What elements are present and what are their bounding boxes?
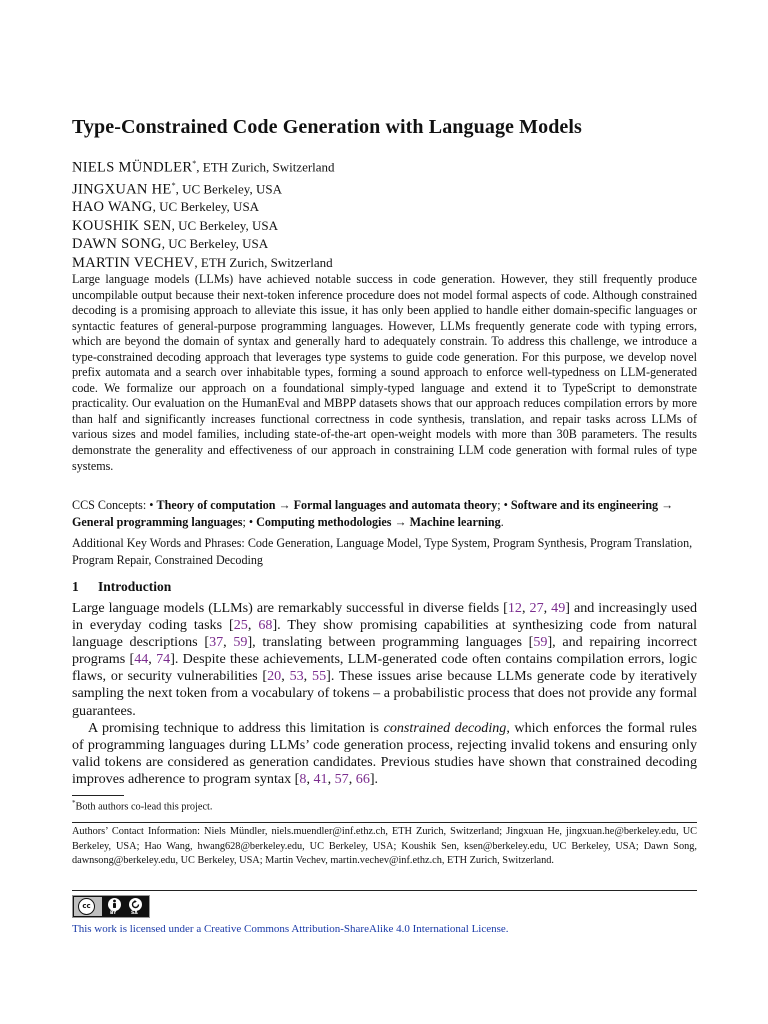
author-affiliation: , UC Berkeley, USA: [175, 181, 282, 197]
section-heading: [72, 579, 171, 595]
ccs-concept: General programming languages: [72, 514, 243, 529]
citation-link[interactable]: 57: [334, 770, 349, 787]
author-mark: *: [192, 159, 197, 168]
cc-logo-icon: cc: [78, 898, 95, 915]
citation-link[interactable]: 8: [299, 770, 307, 787]
author-mark: *: [171, 180, 176, 190]
intro-text: ]. Despite these achievements, LLM-generated code often contains compilation errors, logic flaws, or security vulnerabilities [: [72, 651, 697, 685]
intro-text: , which enforces the formal rules of programming languages during LLMs’ code generation process, rejecting invalid tokens and ensuring only valid tokens are considered as generation candidates. Previous studies have shown that constrained decoding improves adherence to program syntax [: [72, 719, 697, 787]
citation-link[interactable]: 55: [312, 668, 327, 685]
intro-text: ]. They show promising capabilities at synthesizing code from natural language descriptions [: [72, 617, 697, 651]
intro-text: Large language models (LLMs) are remarkably successful in diverse fields [: [72, 600, 508, 616]
ccs-arrow: →: [275, 498, 294, 512]
intro-text: ,: [543, 600, 552, 616]
citation-link[interactable]: 59: [233, 634, 248, 651]
intro-text: ,: [148, 651, 157, 668]
introduction-body: [72, 600, 697, 788]
author-entry: [72, 217, 335, 235]
license-divider: [72, 890, 697, 891]
citation-link[interactable]: 44: [134, 651, 149, 668]
intro-text: ].: [369, 770, 379, 787]
ccs-arrow: →: [658, 498, 674, 512]
footnote-divider: [72, 795, 124, 796]
contact-information: Authors’ Contact Information: Niels Mündler, niels.muendler@inf.ethz.ch, ETH Zurich, Switzerland; Jingxuan He, jingxuan.he@berkeley.edu, UC Berkeley, USA; Hao Wang, hwang628@berkeley.edu, UC Berkeley, USA; Koushik Sen, ksen@berkeley.edu, UC Berkeley, USA; Dawn Song, dawnsong@berkeley.edu, UC Berkeley, USA; Martin Vechev, martin.vechev@inf.ethz.ch, ETH Zurich, Switzerland.: [72, 826, 697, 867]
intro-text: ,: [327, 770, 335, 787]
author-affiliation: , UC Berkeley, USA: [171, 217, 278, 233]
ccs-concept: Software and its engineering: [510, 498, 659, 512]
intro-emphasis: constrained decoding: [383, 719, 507, 736]
citation-link[interactable]: 74: [156, 651, 171, 668]
intro-text: ], and repairing incorrect programs [: [72, 634, 698, 668]
ccs-concept: Computing methodologies: [256, 514, 392, 529]
author-entry: [72, 177, 335, 199]
intro-text: ,: [521, 600, 530, 616]
author-affiliation: , UC Berkeley, USA: [152, 199, 260, 215]
license-link[interactable]: This work is licensed under a Creative Commons Attribution-ShareAlike 4.0 International License.: [72, 923, 509, 935]
footnote-text: Both authors co-lead this project.: [75, 801, 213, 813]
section-number: 1: [72, 579, 79, 594]
abstract-text: Large language models (LLMs) have achieved notable success in code generation. However, they still frequently produce uncompilable output because their next-token inference procedure does not model formal aspects of code. Although constrained decoding is a promising approach to alleviate this issue, it has only been applied to handle either domain-specific languages or syntactic features of general-purpose programming languages. However, LLMs frequently generate code with typing errors, which are beyond the domain of syntax and generally hard to adequately constrain. To address this challenge, we introduce a type-constrained decoding approach that leverages type systems to guide code generation. For this purpose, we develop novel prefix automata and a search over inhabitable types, forming a sound approach to enforce well-typedness on LLM-generated code. We formalize our approach on a foundational simply-typed language and extend it to TypeScript to demonstrate practicality. Our evaluation on the HumanEval and MBPP datasets shows that our approach reduces compilation errors by more than half and significantly increases functional correctness in code synthesis, translation, and repair tasks across LLMs of various sizes and model families, including state-of-the-art open-weight models with more than 30B parameters. The results demonstrate the generality and effectiveness of our approach in constraining LLM code generation with formal rules of type systems.: [72, 272, 697, 473]
ccs-separator: ;: [497, 498, 504, 512]
intro-text: ] and increasingly used in everyday coding tasks [: [72, 600, 698, 634]
citation-link[interactable]: 12: [507, 600, 522, 616]
ccs-label: CCS Concepts:: [72, 498, 150, 512]
author-name: NIELS MÜNDLER: [72, 159, 193, 176]
ccs-bullet: •: [503, 498, 511, 512]
author-list: [72, 155, 335, 272]
intro-text: ]. These issues arise because LLMs generate code by iteratively sampling the next token from a vocabulary of tokens – a probabilistic process that does not provide any formal guarantees.: [72, 668, 698, 719]
citation-link[interactable]: 68: [258, 617, 273, 634]
intro-text: ,: [247, 617, 259, 634]
ccs-bullet: •: [248, 514, 257, 529]
ccs-bullet: •: [149, 498, 157, 512]
section-title: Introduction: [98, 579, 172, 594]
author-entry: [72, 155, 335, 177]
citation-link[interactable]: 59: [533, 634, 548, 651]
author-affiliation: , ETH Zurich, Switzerland: [194, 254, 333, 270]
author-entry: [72, 254, 335, 272]
author-name: JINGXUAN HE: [72, 181, 172, 198]
intro-text: ,: [303, 668, 313, 685]
ccs-concepts: [72, 497, 697, 530]
badge-label-by: BY: [110, 911, 117, 916]
intro-text: ,: [306, 770, 314, 787]
ccs-arrow: →: [391, 514, 410, 529]
share-alike-icon: [129, 898, 142, 911]
author-affiliation: , UC Berkeley, USA: [161, 236, 269, 252]
intro-text: ,: [348, 770, 356, 787]
author-entry: [72, 235, 335, 253]
author-name: DAWN SONG: [72, 236, 162, 253]
by-person-icon: [108, 898, 121, 911]
intro-text: A promising technique to address this limitation is: [88, 719, 384, 736]
paper-title: Type-Constrained Code Generation with Language Models: [72, 116, 582, 138]
citation-link[interactable]: 25: [233, 617, 248, 634]
author-name: HAO WANG: [72, 199, 153, 216]
ccs-end: .: [500, 514, 504, 529]
author-entry: [72, 198, 335, 216]
intro-paragraph-2: [72, 720, 697, 788]
cc-by-sa-badge-icon[interactable]: [72, 895, 150, 918]
ccs-separator: ;: [242, 514, 249, 529]
author-affiliation: , ETH Zurich, Switzerland: [196, 159, 335, 175]
citation-link[interactable]: 20: [267, 668, 282, 685]
citation-link[interactable]: 27: [529, 600, 544, 616]
badge-label-sa: SA: [131, 911, 138, 916]
footnote-mark: *: [72, 799, 76, 807]
footnote: [72, 799, 212, 812]
intro-text: ,: [281, 668, 290, 685]
contact-divider: [72, 822, 697, 823]
keywords: Additional Key Words and Phrases: Code Generation, Language Model, Type System, Program Synthesis, Program Translation, Program Repair, Constrained Decoding: [72, 536, 693, 567]
citation-link[interactable]: 49: [551, 600, 566, 616]
ccs-concept: Theory of computation: [156, 498, 276, 512]
author-name: KOUSHIK SEN: [72, 217, 172, 234]
citation-link[interactable]: 66: [355, 770, 370, 787]
ccs-concept: Machine learning: [409, 514, 501, 529]
citation-link[interactable]: 37: [209, 634, 224, 651]
author-name: MARTIN VECHEV: [72, 254, 195, 271]
intro-text: ,: [223, 634, 234, 651]
ccs-concept: Formal languages and automata theory: [293, 498, 498, 512]
citation-link[interactable]: 53: [289, 668, 304, 685]
citation-link[interactable]: 41: [313, 770, 328, 787]
intro-text: ], translating between programming languages [: [247, 634, 534, 651]
intro-paragraph-1: [72, 600, 697, 720]
